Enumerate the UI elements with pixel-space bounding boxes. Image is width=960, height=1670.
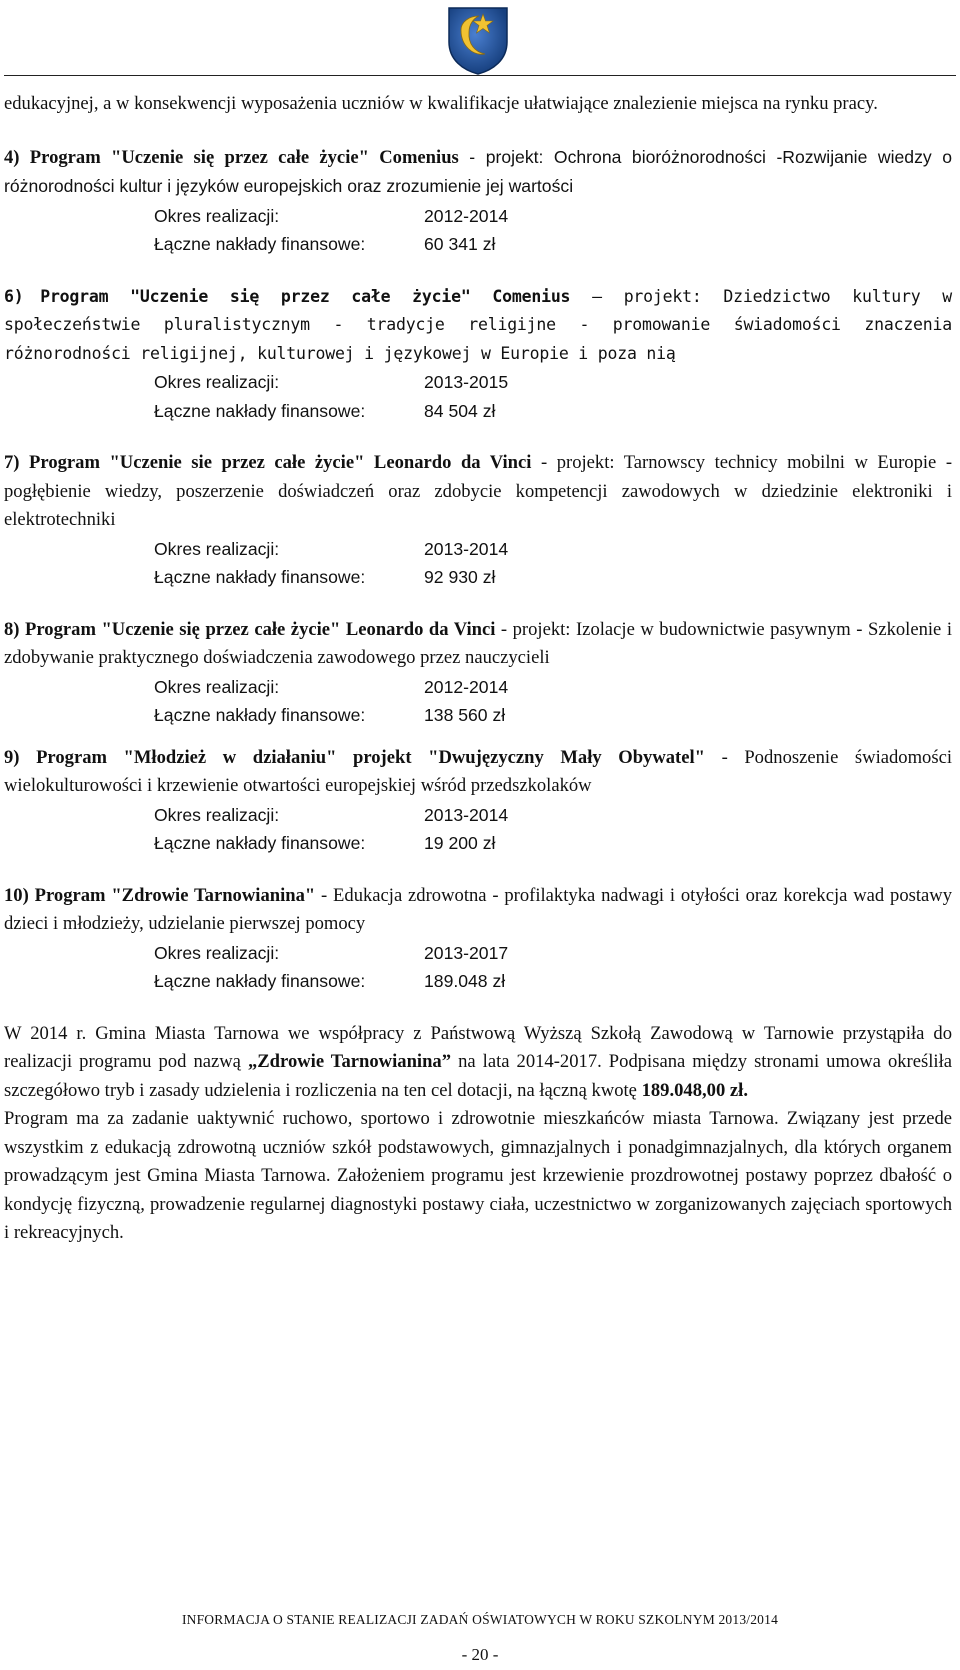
program-block	[4, 143, 952, 259]
total-amount: 189.048,00 zł.	[641, 1079, 748, 1101]
program-description: - projekt: Tarnowscy technicy mobilni w Europie - pogłębienie wiedzy, poszerzenie doświadczeń oraz zdobycie kompetencji zawodowych w dziedzinie elektroniki i elektrotechniki	[4, 452, 953, 530]
cost-label: Łączne nakłady finansowe:	[154, 971, 366, 991]
program-meta	[154, 368, 952, 425]
program-name: Program "Uczenie sie przez całe życie" Leonardo da Vinci	[29, 452, 532, 473]
program-description: - projekt: Izolacje w budownictwie pasywnym - Szkolenie i zdobywanie praktycznego doświadczenia zawodowego przez nauczycieli	[4, 618, 952, 668]
program-name: Program "Uczenie się przez całe życie" Comenius	[40, 286, 571, 306]
program-description: - Podnoszenie świadomości wielokulturowości i krzewienie otwartości europejskiej wśród przedszkolaków	[4, 746, 952, 796]
period-label: Okres realizacji:	[154, 942, 280, 963]
period-value: 2013-2017	[424, 942, 509, 963]
footer-title: INFORMACJA O STANIE REALIZACJI ZADAŃ OŚWIATOWYCH W ROKU SZKOLNYM 2013/2014	[181, 1612, 779, 1627]
cost-label: Łączne nakłady finansowe:	[154, 400, 366, 421]
cost-label: Łączne nakłady finansowe:	[154, 567, 366, 587]
period-label: Okres realizacji:	[154, 676, 280, 697]
program-block	[4, 283, 952, 426]
program-name: Program "Młodzież w działaniu" projekt "Dwujęzyczny Mały Obywatel"	[36, 746, 705, 768]
coat-of-arms-icon	[443, 2, 513, 76]
cost-value: 60 341 zł	[424, 234, 496, 254]
program-name: Program "Uczenie się przez całe życie" Comenius	[29, 146, 459, 168]
period-value: 2013-2015	[424, 372, 509, 392]
program-number: 8)	[4, 618, 20, 640]
period-value: 2012-2014	[424, 676, 509, 697]
closing-paragraph: W 2014 r. Gmina Miasta Tarnowa we współpracy z Państwową Wyższą Szkołą Zawodową w Tarnowie przystąpiła do realizacji programu pod nazwą „Zdrowie Tarnowianina” na lata 2014-2017. Podpisana między stronami umowa określiła szczegółowo tryb i zasady udzielenia i rozliczenia na ten cel dotacji, na łączną kwotę 189.048,00 zł.	[4, 1022, 952, 1101]
program-description: – projekt: Dziedzictwo kultury w społeczeństwie pluralistycznym - tradycje religijne - promowanie świadomości znaczenia różnorodności religijnej, kulturowej i językowej w Europie i poza nią	[4, 286, 952, 363]
period-value: 2013-2014	[424, 804, 509, 825]
program-number: 6)	[4, 286, 24, 306]
program-meta	[154, 673, 952, 730]
cost-value: 189.048 zł	[424, 971, 506, 991]
program-description: - Edukacja zdrowotna - profilaktyka nadwagi i otyłości oraz korekcja wad postawy dzieci i młodzieży, udzielanie pierwszej pomocy	[4, 884, 952, 934]
header-rule	[4, 75, 956, 76]
period-value: 2012-2014	[424, 205, 509, 226]
intro-paragraph: edukacyjnej, a w konsekwencji wyposażenia uczniów w kwalifikacje ułatwiające znalezienie miejsca na rynku pracy.	[4, 93, 878, 114]
cost-label: Łączne nakłady finansowe:	[154, 234, 366, 254]
cost-value: 92 930 zł	[424, 567, 496, 587]
program-title: „Zdrowie Tarnowianina”	[247, 1051, 452, 1072]
page-number: - 20 -	[461, 1645, 499, 1664]
program-number: 7)	[4, 452, 20, 473]
program-meta	[154, 202, 952, 259]
cost-label: Łączne nakłady finansowe:	[154, 833, 366, 853]
period-value: 2013-2014	[424, 538, 509, 559]
program-number: 9)	[4, 746, 20, 768]
program-description: - projekt: Ochrona bioróżnorodności -Rozwijanie wiedzy o różnorodności kultur i języków europejskich oraz zrozumienie jej wartości	[4, 146, 952, 196]
program-number: 10)	[4, 884, 29, 906]
program-name: Program "Uczenie się przez całe życie" Leonardo da Vinci	[25, 618, 496, 640]
program-block	[4, 449, 952, 592]
program-number: 4)	[4, 146, 20, 168]
program-meta	[154, 939, 952, 996]
program-block	[4, 744, 952, 858]
program-meta	[154, 801, 952, 858]
document-body	[4, 90, 952, 1248]
program-block	[4, 882, 952, 996]
closing-paragraph: Program ma za zadanie uaktywnić ruchowo, sportowo i zdrowotnie mieszkańców miasta Tarnowa. Związany jest przede wszystkim z edukacją zdrowotną uczniów szkół podstawowych, gimnazjalnych i ponadgimnazjalnych, dla których organem prowadzącym jest Gmina Miasta Tarnowa. Założeniem programu jest krzewienie prozdrowotnej postawy poprzez dbałość o kondycję fizyczną, prowadzenie regularnej diagnostyki postawy ciała, uczestnictwo w zorganizowanych zajęciach sportowych i rekreacyjnych.	[4, 1108, 952, 1243]
period-label: Okres realizacji:	[154, 538, 280, 559]
cost-value: 19 200 zł	[424, 833, 496, 853]
cost-value: 84 504 zł	[424, 400, 496, 421]
period-label: Okres realizacji:	[154, 372, 280, 392]
cost-value: 138 560 zł	[424, 705, 506, 725]
period-label: Okres realizacji:	[154, 804, 280, 825]
program-name: Program "Zdrowie Tarnowianina"	[34, 884, 316, 906]
cost-label: Łączne nakłady finansowe:	[154, 705, 366, 725]
period-label: Okres realizacji:	[154, 205, 280, 226]
program-block	[4, 616, 952, 730]
program-meta	[154, 535, 952, 592]
